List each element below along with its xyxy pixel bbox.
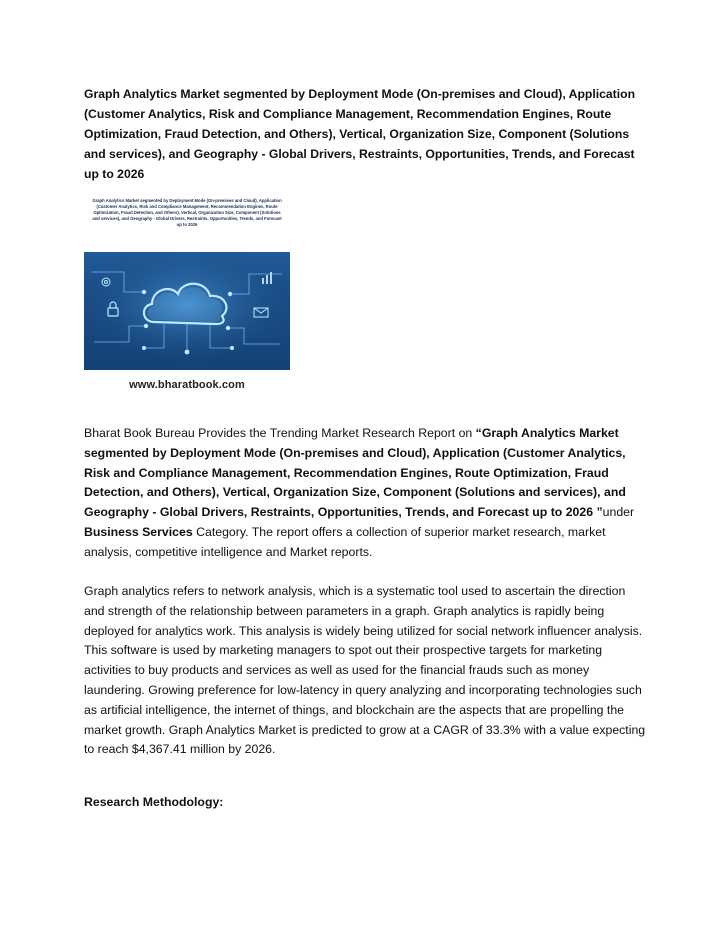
intro-lead: Bharat Book Bureau Provides the Trending Market Research Report on [84,426,476,440]
cloud-network-illustration [84,252,290,370]
intro-under: under [602,505,635,520]
intro-tail: Category. The report offers a collection of superior market research, market analysis, competitive intelligence and Market reports. [84,524,606,559]
cover-caption: Graph Analytics Market segmented by Deployment Mode (On-premises and Cloud), Application (Customer Analytics, Risk and Compliance Management, Recommendation Engines, Route Optimization, Fraud Detection, and Others), Vertical, Organization Size, Component (Solutions and services), and Geography - Global Drivers, Restraints, Opportunities, Trends, and Forecast up to 2026 [84,194,290,252]
cover-website: www.bharatbook.com [84,370,290,401]
section-heading: Research Methodology: [84,795,224,809]
report-name: “Graph Analytics Market segmented by Deployment Mode (On-premises and Cloud), Application (Customer Analytics, Risk and Compliance Management, Recommendation Engines, Route Optimization, Fraud Detection, and Others), Vertical, Organization Size, Component (Solutions and services), and Geography - Global Drivers, Restraints, Opportunities, Trends, and Forecast up to 2026 ” [84,426,626,520]
intro-paragraph [84,424,646,563]
document-title: Graph Analytics Market segmented by Deployment Mode (On-premises and Cloud), Application (Customer Analytics, Risk and Compliance Management, Recommendation Engines, Route Optimization, Fraud Detection, and Others), Vertical, Organization Size, Component (Solutions and services), and Geography - Global Drivers, Restraints, Opportunities, Trends, and Forecast up to 2026 [84,87,636,181]
cover-image [84,194,290,401]
body-paragraph: Graph analytics refers to network analysis, which is a systematic tool used to ascertain the direction and strength of the relationship between parameters in a graph. Graph analytics is rapidly being deployed for analytics work. This analysis is widely being utilized for social network influencer analysis. This software is used by marketing managers to spot out their prospective targets for marketing activities to buy products and services as well as used for the financial frauds such as money laundering. Growing preference for low-latency in query analyzing and incorporating technologies such as artificial intelligence, the internet of things, and blockchain are the aspects that are propelling the market growth. Graph Analytics Market is predicted to grow at a CAGR of 33.3% with a value expecting to reach $4,367.41 million by 2026. [84,584,646,757]
category-label: Business Services [84,524,193,539]
